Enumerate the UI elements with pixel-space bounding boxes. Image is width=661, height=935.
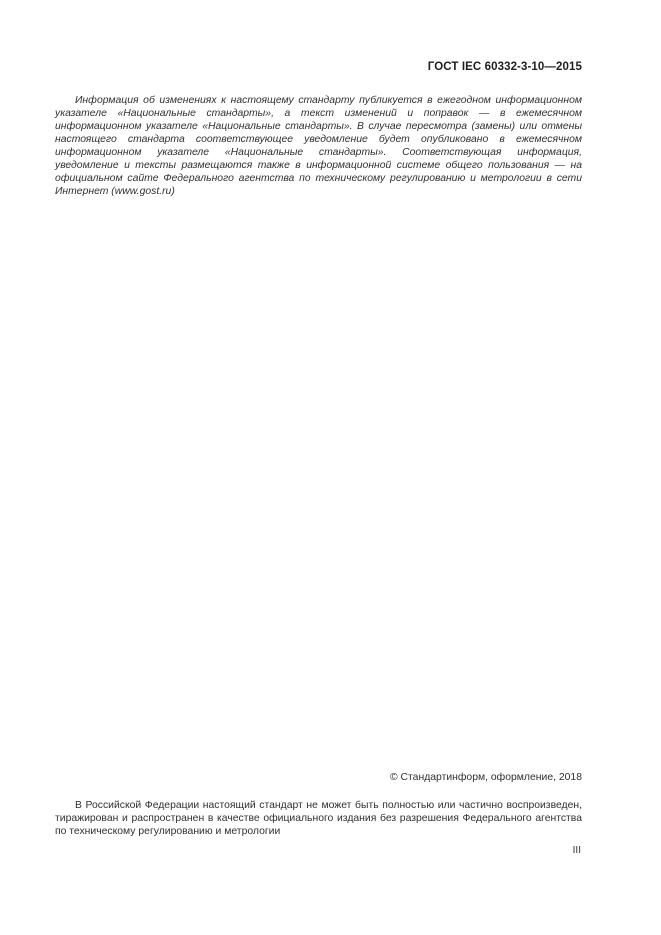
info-notice <box>55 94 582 198</box>
copyright-line: © Стандартинформ, оформление, 2018 <box>389 772 582 783</box>
legal-notice <box>55 799 582 838</box>
standard-id-header: ГОСТ IEC 60332-3-10—2015 <box>427 61 582 73</box>
legal-notice-text: В Российской Федерации настоящий стандарт не может быть полностью или частично воспроизведен, тиражирован и распространен в качестве официального издания без разрешения Федерального агентства по техническому регулированию и метрологии <box>55 800 582 837</box>
info-notice-text: Информация об изменениях к настоящему стандарту публикуется в ежегодном информационном указателе «Национальные стандарты», а текст изменений и поправок — в ежемесячном информационном указателе «Национальные стандарты». В случае пересмотра (замены) или отмены настоящего стандарта соответствующее уведомление будет опубликовано в ежемесячном информационном указателе «Национальные стандарты». Соответствующая информация, уведомление и тексты размещаются также в информационной системе общего пользования — на официальном сайте Федерального агентства по техническому регулированию и метрологии в сети Интернет (www.gost.ru) <box>55 95 582 197</box>
page-number: III <box>572 845 581 856</box>
